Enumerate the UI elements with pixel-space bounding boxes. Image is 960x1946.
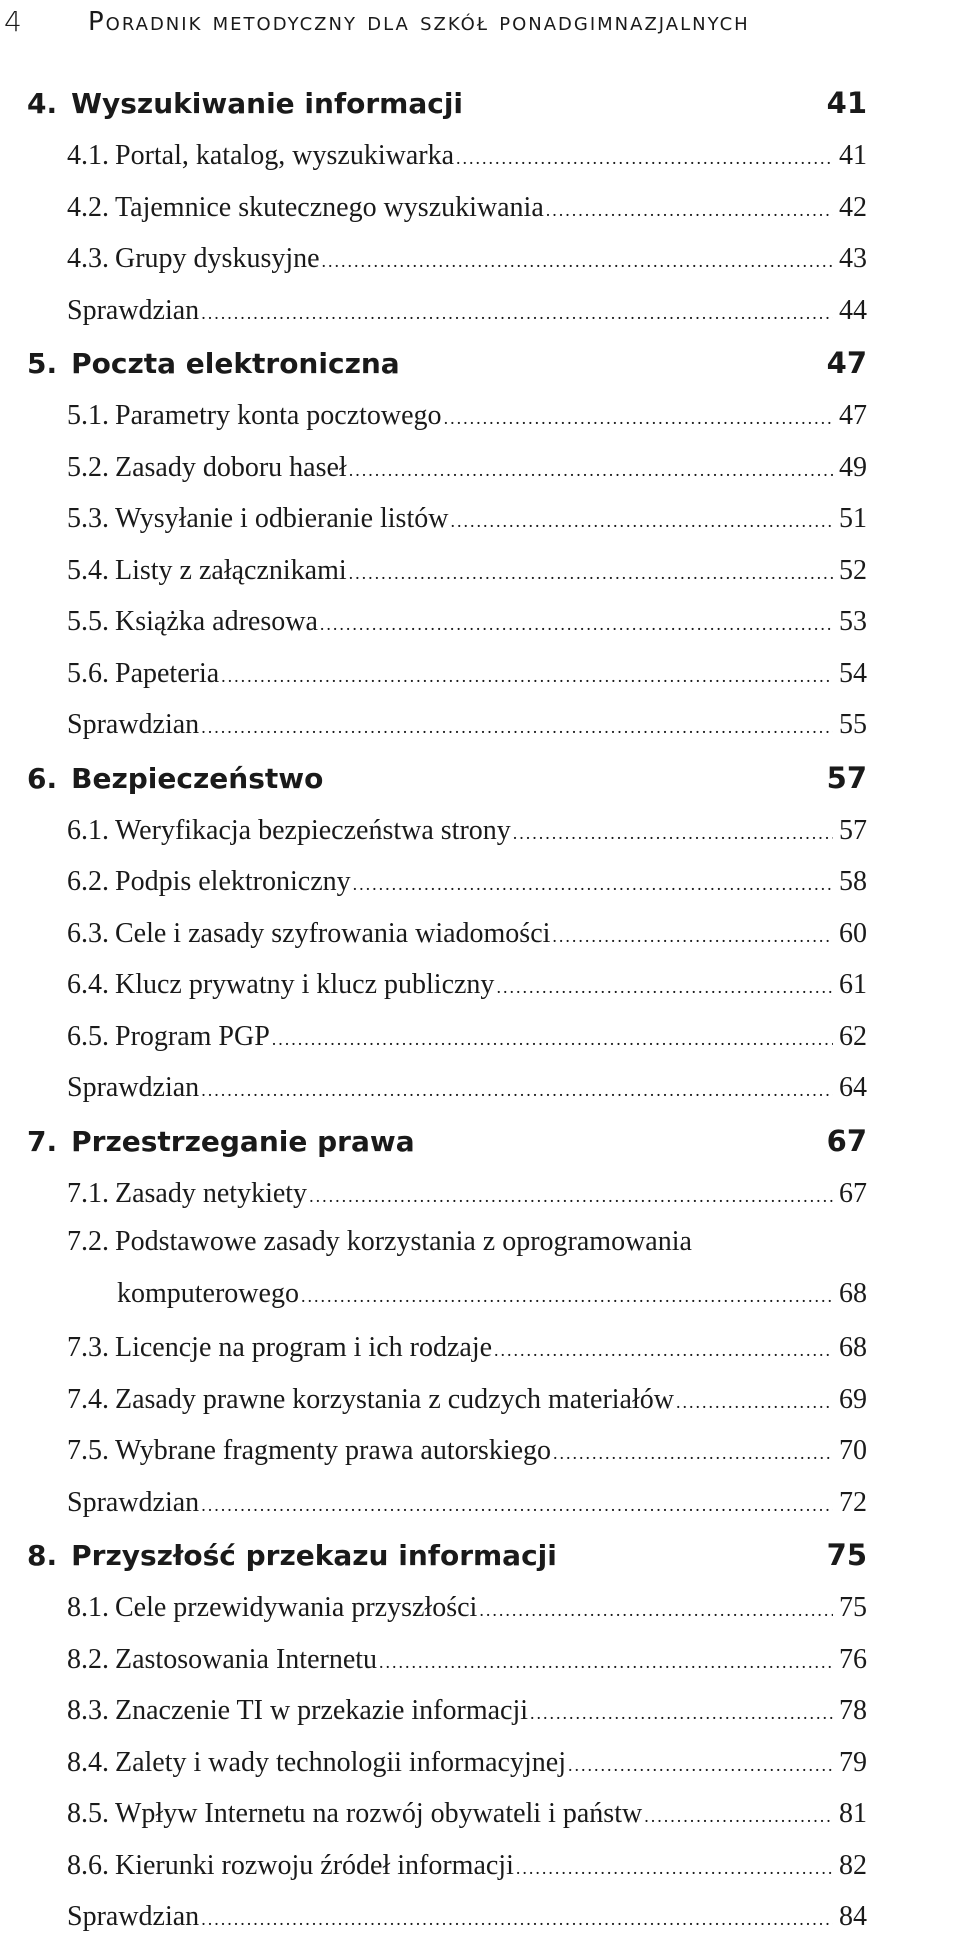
entry-page-number: 54 [839,657,867,689]
entry-label: Weryfikacja bezpieczeństwa strony [115,814,511,846]
toc-entry[interactable] [0,493,867,545]
page-header [0,4,960,40]
entry-number: 8.2. [67,1643,109,1675]
dot-leader [379,1637,833,1689]
dot-leader [353,859,833,911]
chapter-page-number: 57 [826,760,867,795]
toc-entry[interactable] [0,233,867,285]
entry-page-number: 75 [839,1592,867,1623]
entry-number: 5.1. [67,400,109,431]
entry-page-number: 44 [839,294,867,326]
entry-label: Papeteria [115,657,220,689]
entry-page-number: 67 [839,1177,867,1209]
chapter-heading[interactable] [0,1528,867,1582]
entry-number: 8.5. [67,1798,109,1829]
entry-page-number: 47 [839,400,867,431]
chapter-title-wrap [27,1529,557,1583]
entry-number: 7.3. [67,1332,109,1363]
entry-number: 8.1. [67,1592,109,1623]
entry-page-number: 69 [839,1383,867,1415]
chapter-heading[interactable] [0,76,867,130]
chapter-title-wrap [27,752,323,806]
entry-label: Program PGP [115,1020,270,1052]
running-title: Poradnik metodyczny dla szkół ponadgimnazjalnych [88,7,750,37]
dot-leader [479,1585,833,1637]
entry-number: 4.2. [67,191,109,223]
entry-label: Klucz prywatny i klucz publiczny [115,969,495,1000]
entry-number: 6.4. [67,969,109,1000]
chapter-title-wrap [27,77,463,131]
entry-label: Znaczenie TI w przekazie informacji [115,1695,529,1726]
dot-leader [496,962,833,1014]
chapter-section [0,1114,960,1529]
toc-entry[interactable] [0,1737,867,1789]
entry-page-number: 49 [839,451,867,483]
dot-leader [201,1480,833,1532]
entry-page-number: 72 [839,1486,867,1518]
entry-number: 6.1. [67,814,109,846]
entry-page-number: 52 [839,554,867,586]
entry-label: Kierunki rozwoju źródeł informacji [115,1849,514,1881]
chapter-page-number: 47 [826,346,867,380]
dot-leader [444,393,833,445]
entry-label: Listy z załącznikami [115,554,347,586]
entry-label: Wybrane fragmenty prawa autorskiego [115,1435,552,1466]
entry-page-number: 76 [839,1643,867,1675]
entry-label: Podpis elektroniczny [115,866,351,897]
toc-entry[interactable] [0,805,867,857]
entry-label: Tajemnice skutecznego wyszukiwania [115,191,544,223]
entry-page-number: 62 [839,1020,867,1052]
toc-entry[interactable] [0,545,867,597]
toc-entry[interactable] [0,1322,867,1374]
dot-leader [272,1014,833,1066]
chapter-number: 8. [27,1539,58,1572]
entry-label: Parametry konta pocztowego [115,400,442,431]
entry-label: Wysyłanie i odbieranie listów [115,503,449,534]
entry-number: 4.1. [67,140,109,171]
chapter-heading[interactable] [0,336,867,390]
entry-label: Wpływ Internetu na rozwój obywateli i państw [115,1798,643,1829]
toc-entry[interactable] [0,596,867,648]
entry-page-number: 84 [839,1901,867,1932]
dot-leader [201,288,833,340]
entry-label: Cele i zasady szyfrowania wiadomości [115,917,551,949]
toc-entry[interactable] [0,1634,867,1686]
toc-entry[interactable] [0,1891,867,1943]
chapter-title-wrap [27,1115,415,1169]
entry-page-number: 81 [839,1798,867,1829]
entry-number: 8.6. [67,1849,109,1881]
entry-label: Licencje na program i ich rodzaje [115,1332,493,1363]
entry-label: Cele przewidywania przyszłości [115,1592,478,1623]
dot-leader [349,548,833,600]
chapter-page-number: 41 [826,86,867,120]
chapter-title: Przyszłość przekazu informacji [71,1539,557,1572]
dot-leader [320,599,833,651]
dot-leader [546,185,833,237]
chapter-number: 6. [27,761,58,795]
entry-number: 7.5. [67,1435,109,1466]
entry-page-number: 82 [839,1849,867,1881]
entry-page-number: 58 [839,866,867,897]
entry-page-number: 78 [839,1695,867,1726]
entry-number: 5.6. [67,657,109,689]
dot-leader [349,445,833,497]
entry-page-number: 68 [839,1277,867,1309]
page-number: 4 [4,5,22,38]
dot-leader [644,1791,833,1843]
dot-leader [450,496,833,548]
entry-label: Zasady netykiety [115,1177,308,1209]
chapter-title: Przestrzeganie prawa [71,1124,415,1158]
entry-page-number: 68 [839,1332,867,1363]
entry-label: Podstawowe zasady korzystania z oprogramowania [115,1226,692,1257]
dot-leader [301,1271,833,1323]
toc-entry[interactable] [0,699,867,751]
chapter-heading[interactable] [0,751,867,805]
toc-entry[interactable] [0,1788,867,1840]
entry-number: 5.4. [67,554,109,586]
dot-leader [309,1171,833,1223]
entry-page-number: 60 [839,917,867,949]
dot-leader [322,236,833,288]
dot-leader [201,1894,833,1946]
entry-label: Sprawdzian [67,1901,200,1932]
toc-entry[interactable] [0,1168,867,1220]
entry-page-number: 41 [839,140,867,171]
entry-number: 7.1. [67,1177,109,1209]
entry-label: Sprawdzian [67,294,200,326]
toc-entry[interactable] [0,1219,867,1322]
entry-label: Zastosowania Internetu [115,1643,378,1675]
dot-leader [494,1325,833,1377]
chapter-number: 7. [27,1124,58,1158]
entry-page-number: 57 [839,814,867,846]
entry-number: 4.3. [67,243,109,274]
entry-label: Zasady doboru haseł [115,451,347,483]
entry-label: Sprawdzian [67,1486,200,1518]
chapter-section [0,751,960,1114]
dot-leader [221,651,833,703]
toc-entry[interactable] [0,908,867,960]
dot-leader [516,1843,833,1895]
entry-number: 7.4. [67,1383,109,1415]
entry-number: 8.4. [67,1746,109,1778]
entry-page-number: 42 [839,191,867,223]
entry-line-2 [67,1268,867,1323]
entry-number: 5.3. [67,503,109,534]
entry-number: 6.3. [67,917,109,949]
toc-entry[interactable] [0,442,867,494]
entry-label: Sprawdzian [67,709,200,740]
entry-number: 6.2. [67,866,109,897]
chapter-title: Wyszukiwanie informacji [71,87,464,120]
toc-entry[interactable] [0,390,867,442]
toc-entry[interactable] [0,1011,867,1063]
entry-label: Portal, katalog, wyszukiwarka [115,140,455,171]
dot-leader [676,1377,833,1429]
dot-leader [553,1428,833,1480]
chapter-title: Poczta elektroniczna [71,347,400,380]
entry-label: Grupy dyskusyjne [115,243,320,274]
entry-number: 7.2. [67,1226,109,1257]
chapter-section [0,1528,960,1943]
entry-wrap [67,1216,867,1322]
chapter-heading[interactable] [0,1114,867,1168]
entry-page-number: 55 [839,709,867,740]
dot-leader [456,133,833,185]
chapter-section [0,336,960,751]
chapter-title: Bezpieczeństwo [71,761,324,795]
toc-entry[interactable] [0,1062,867,1114]
toc-entry[interactable] [0,1374,867,1426]
toc-entry[interactable] [0,1840,867,1892]
entry-label: Zasady prawne korzystania z cudzych materiałów [115,1383,674,1415]
entry-page-number: 61 [839,969,867,1000]
chapter-section [0,76,960,336]
toc-entry[interactable] [0,856,867,908]
toc-entry[interactable] [0,959,867,1011]
toc-entry[interactable] [0,285,867,337]
entry-number: 5.5. [67,606,109,637]
entry-label: Zalety i wady technologii informacyjnej [115,1746,566,1778]
chapter-page-number: 67 [826,1123,867,1158]
toc-entry[interactable] [0,1582,867,1634]
entry-page-number: 43 [839,243,867,274]
toc-entry[interactable] [0,130,867,182]
toc-entry[interactable] [0,1425,867,1477]
entry-label: komputerowego [117,1277,299,1309]
entry-page-number: 70 [839,1435,867,1466]
entry-number: 6.5. [67,1020,109,1052]
dot-leader [568,1740,833,1792]
dot-leader [201,702,833,754]
entry-number: 5.2. [67,451,109,483]
chapter-title-wrap [27,337,400,391]
dot-leader [201,1065,833,1117]
toc-entry[interactable] [0,648,867,700]
toc-entry[interactable] [0,1477,867,1529]
entry-page-number: 64 [839,1072,867,1103]
entry-page-number: 51 [839,503,867,534]
entry-number: 8.3. [67,1695,109,1726]
chapter-number: 4. [27,87,58,120]
chapter-page-number: 75 [826,1538,867,1572]
toc-entry[interactable] [0,1685,867,1737]
entry-page-number: 79 [839,1746,867,1778]
chapter-number: 5. [27,347,58,380]
toc-entry[interactable] [0,182,867,234]
dot-leader [552,911,833,963]
entry-page-number: 53 [839,606,867,637]
dot-leader [513,808,833,860]
dot-leader [530,1688,833,1740]
entry-label: Sprawdzian [67,1072,200,1103]
entry-line-1 [67,1216,867,1268]
entry-label: Książka adresowa [115,606,318,637]
table-of-contents [0,76,960,1943]
